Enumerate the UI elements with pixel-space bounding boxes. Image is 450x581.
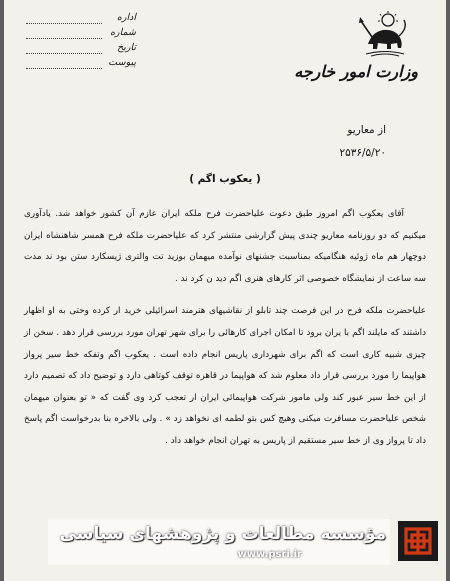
meta-field: تاریخ [26, 42, 136, 57]
letter-page [4, 0, 446, 581]
letter-body [24, 204, 426, 464]
watermark-url: www.psri.ir [237, 549, 302, 560]
lion-and-sun-emblem-icon [358, 10, 412, 58]
watermark-institute-name: مؤسسه مطالعات و پژوهشهای سیاسی [59, 524, 386, 544]
meta-field: پیوست [26, 57, 136, 72]
recipient-line: از معاریو [347, 124, 386, 136]
letter-date: ۲۵۳۶/۵/۲۰ [339, 147, 386, 159]
meta-field: شماره [26, 27, 136, 42]
body-paragraph: آقای یعکوب اگم امروز طبق دعوت علیاحضرت فرح ملکه ایران عازم آن کشور خواهد شد. یادآوری میکنیم که دو روزنامه معاریو چندی پیش گزارشی منتشر کرد که علیاحضرت ملکه فرح همسر شاهنشاه ایران دوچهار هم ماه ژوئیه هنگامیکه بمناسبت جشنهای نوآمده میهمان بوزید تت والتری ژیسکارد ستن بود ند مدت سه ساعت از نمایشگاه خصوصی اثر کارهای هنری اگم دید ن کرد ند . [24, 209, 426, 284]
meta-field: اداره [26, 12, 136, 27]
letter-subject: ( یعکوب اگم ) [189, 173, 261, 185]
ministry-name: وزارت امور خارجه [294, 62, 418, 81]
body-paragraph: علیاحضرت ملکه فرح در این فرصت چند تابلو از نقاشیهای هنرمند اسرائیلی خرید ار کرده وحتی به او اظهار داشتند که مایلند اگم با یران برود تا امکان اجرای کارهائی را برای شهر تهران مورد بررسی قرار دهد . سخن از چیزی شبیه کاری است که اگم برای شهرداری پاریس انجام داده است . یعکوب اگم وتفکه خط سیر پرواز هواپیما را مورد بررسی قرار داد معلوم شد که هواپیما در قاهره توقف کوتاهی دارد و توضیح داد که تصمیم دارد از این خط سیر عبور کند ولی مامور شرکت هواپیمائی ایران ار تعجب کرد وی گفت که « تو بعنوان میهمان شخص علیاحضرت مسافرت میکنی وهیچ کس بتو لطمه ای نخواهد زد » . ولی بالاخره بنا بدرخواست اگم پاسخ داد تا پرواز وی از خط سیر مستقیم از پاریس به تهران انجام خواهد داد . [24, 306, 426, 446]
document-meta-fields [26, 12, 136, 72]
institute-logo-icon [398, 521, 438, 561]
